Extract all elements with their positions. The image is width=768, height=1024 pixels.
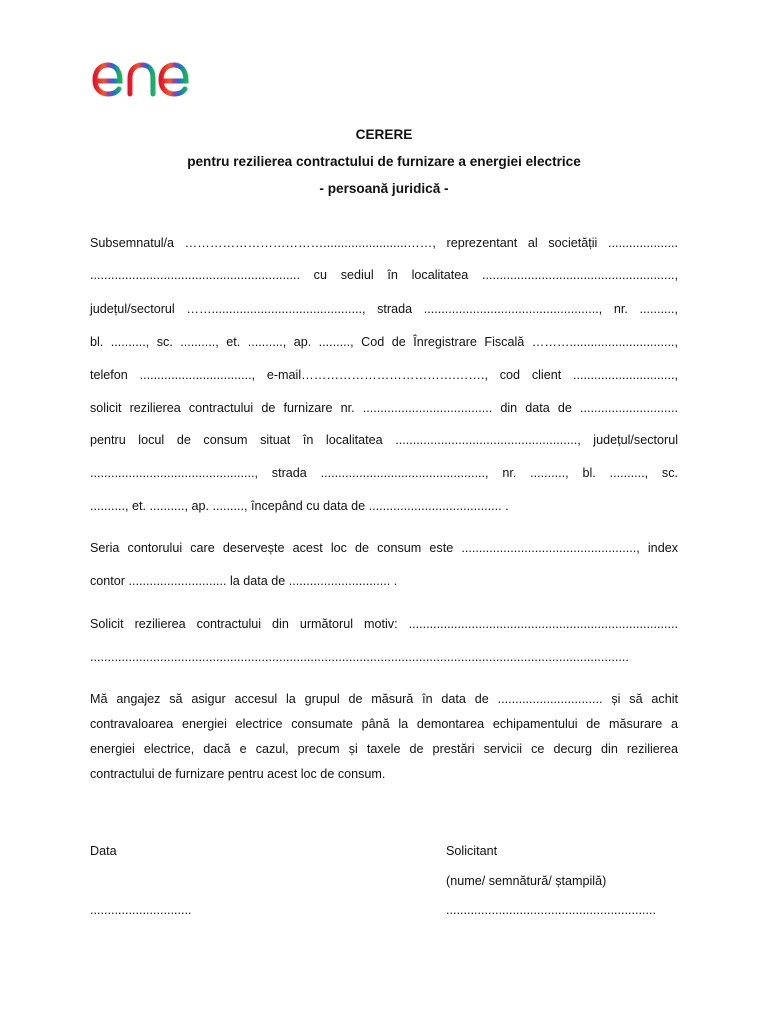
enel-logo [90, 48, 225, 100]
form-line-consumption-address: ..............................................., strada ..............................................., nr. .........., bl. .........., sc. [90, 466, 678, 480]
commitment-line-2: contravaloarea energiei electrice consumate până la demontarea echipamentului de măsurare a [90, 717, 678, 731]
form-line-seat: ............................................................ cu sediul în localitatea ......................................................., [90, 268, 678, 282]
form-entity-type: - persoană juridică - [319, 181, 449, 196]
date-label: Data [90, 844, 117, 858]
form-subtitle: pentru rezilierea contractului de furnizare a energiei electrice [187, 154, 581, 169]
applicant-signature-field: ............................................................ [446, 903, 656, 917]
form-line-address-cif: bl. .........., sc. .........., et. .........., ap. ........., Cod de Înregistrare Fiscală ……….............................., [90, 335, 678, 349]
date-field: ............................. [90, 903, 192, 917]
commitment-line-1: Mă angajez să asigur accesul la grupul de măsură în data de .............................. și să achit [90, 692, 678, 706]
form-line-meter-index: contor ............................ la data de ............................. . [90, 574, 398, 588]
form-line-contact: telefon ................................, e-mail……………………………….……., cod client ............................., [90, 368, 678, 382]
form-line-county-street: județul/sectorul ……..........................................., strada .................................................., nr. .........., [90, 302, 678, 316]
form-line-representative: Subsemnatul/a ……………………………........................……, reprezentant al societății .................... [90, 236, 678, 250]
form-line-reason-continued: .......................................................................................................................................................... [90, 650, 629, 664]
form-line-start-date: .........., et. .........., ap. ........., începând cu data de ...................................... . [90, 499, 509, 513]
form-line-meter-series: Seria contorului care deservește acest loc de consum este .................................................., index [90, 541, 678, 555]
applicant-hint: (nume/ semnătură/ ștampilă) [446, 874, 607, 888]
applicant-label: Solicitant [446, 844, 498, 858]
form-line-contract: solicit rezilierea contractului de furnizare nr. ..................................... din data de ............................ [90, 401, 678, 415]
form-line-consumption-place: pentru locul de consum situat în localitatea ...................................................., județul/sectorul [90, 433, 678, 447]
commitment-line-3: energiei electrice, dacă e cazul, precum și taxele de prestări servicii ce decurg din rezilierea [90, 742, 678, 756]
form-title: CERERE [355, 127, 413, 142]
form-line-reason: Solicit rezilierea contractului din următorul motiv: ............................................................................. [90, 617, 678, 631]
commitment-line-4: contractului de furnizare pentru acest loc de consum. [90, 767, 386, 781]
